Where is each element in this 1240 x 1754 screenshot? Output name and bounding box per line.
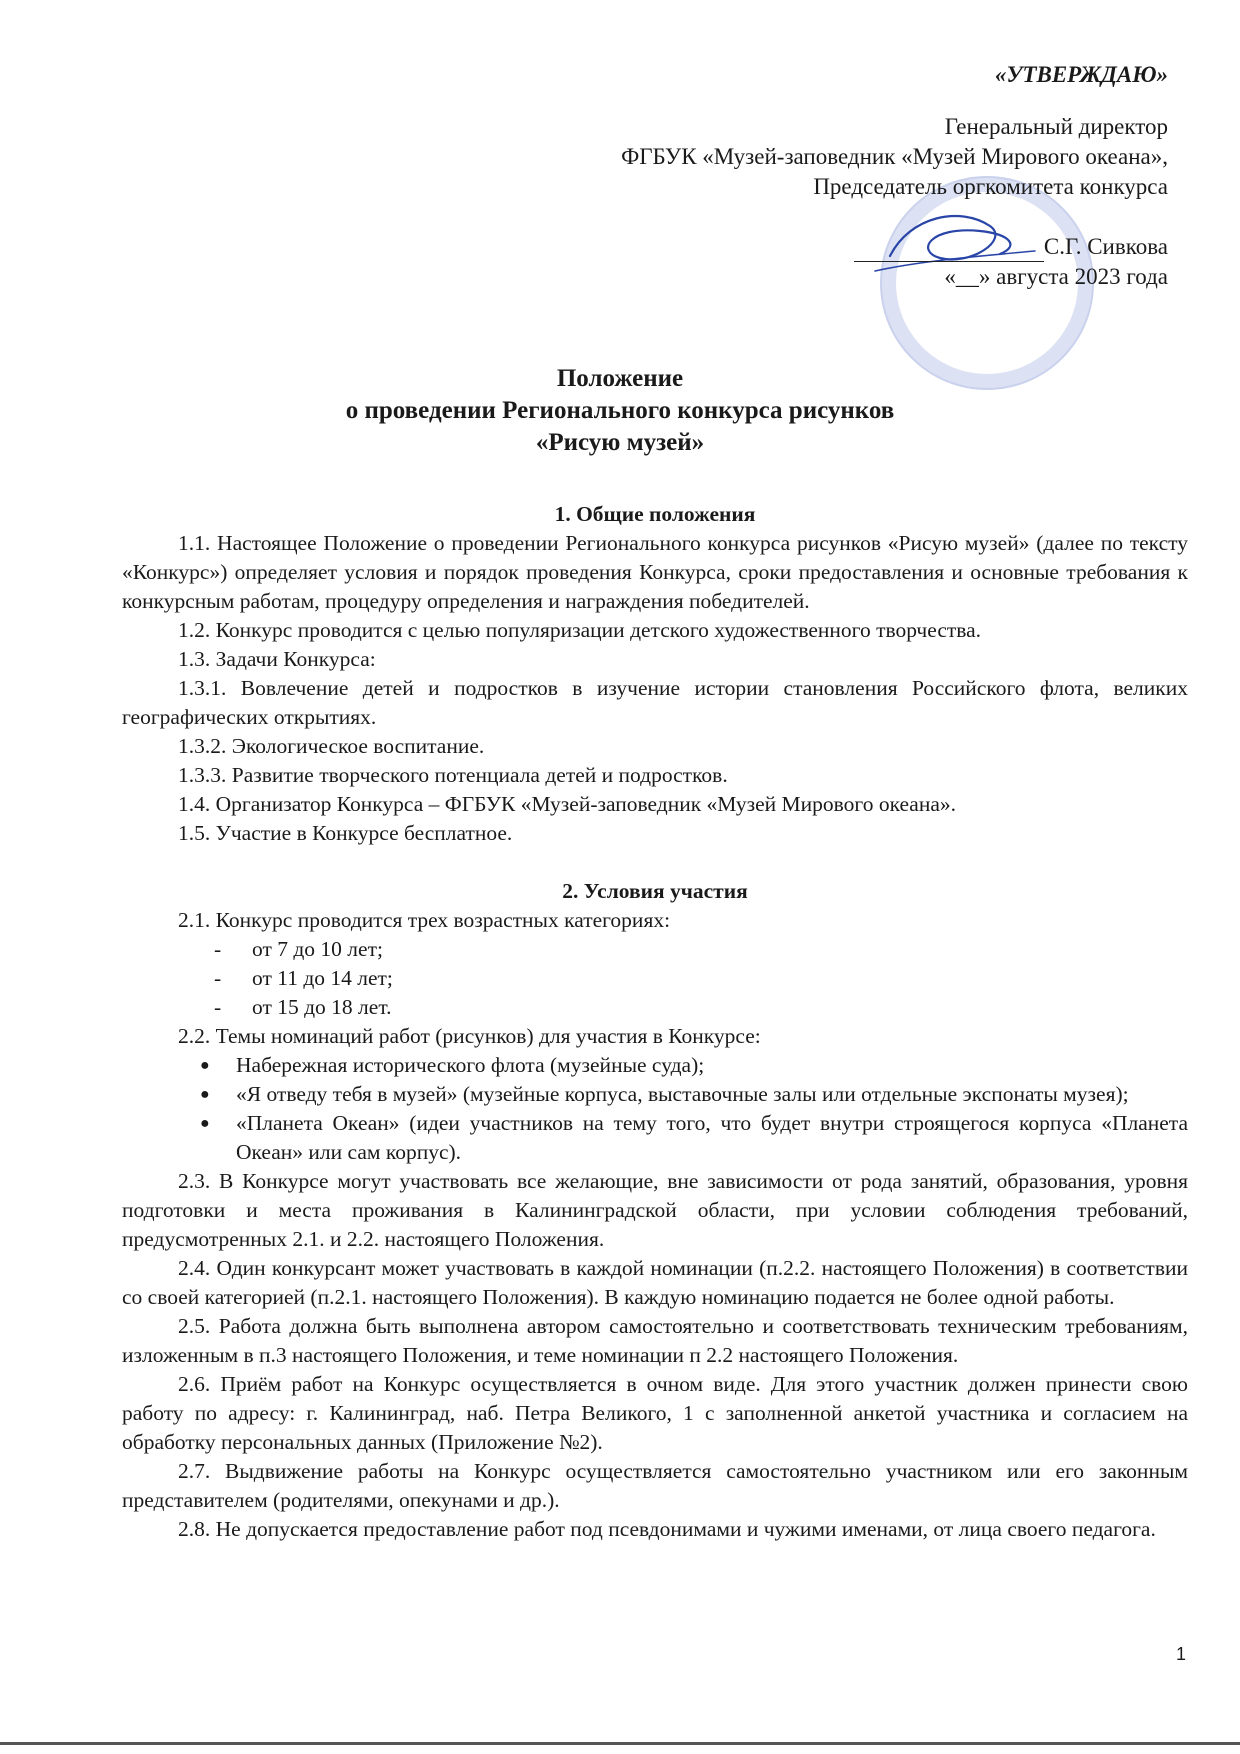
scan-edge-divider xyxy=(0,1742,1240,1745)
signature-underline xyxy=(854,239,1044,262)
document-title xyxy=(0,363,1240,459)
section-1-heading: 1. Общие положения xyxy=(554,502,756,526)
bullet-icon: ● xyxy=(200,1115,210,1132)
list-item: ● «Планета Океан» (идеи участников на тему того, что будет внутри строящегося корпуса «Планета Океан» или сам корпус). xyxy=(200,1111,1188,1164)
list-item: - от 11 до 14 лет; xyxy=(122,964,1188,993)
title-line-3: «Рисую музей» xyxy=(535,429,705,456)
paragraph-1-4: 1.4. Организатор Конкурса – ФГБУК «Музей-заповедник «Музей Мирового океана». xyxy=(178,792,957,816)
section-2-heading: 2. Условия участия xyxy=(562,879,748,903)
approval-date: «__» августа 2023 года xyxy=(944,264,1168,289)
signature-line xyxy=(408,232,1168,262)
paragraph-1-1: 1.1. Настоящее Положение о проведении Регионального конкурса рисунков «Рисую музей» (далее по тексту «Конкурс») определяет условия и порядок проведения Конкурса, сроки предоставления и основные требования к конкурсным работам, процедуру определения и награждения победителей. xyxy=(122,531,1188,613)
paragraph-2-2: 2.2. Темы номинаций работ (рисунков) для участия в Конкурсе: xyxy=(178,1024,761,1048)
approval-heading: «УТВЕРЖДАЮ» xyxy=(994,62,1168,87)
page-number: 1 xyxy=(1175,1644,1186,1664)
paragraph-1-5: 1.5. Участие в Конкурсе бесплатное. xyxy=(178,821,513,845)
bullet-icon: ● xyxy=(200,1086,210,1103)
list-item: - от 15 до 18 лет. xyxy=(122,993,1188,1022)
paragraph-1-3-2: 1.3.2. Экологическое воспитание. xyxy=(178,734,485,758)
list-item: - от 7 до 10 лет; xyxy=(122,935,1188,964)
paragraph-1-3-3: 1.3.3. Развитие творческого потенциала детей и подростков. xyxy=(178,763,728,787)
paragraph-2-4: 2.4. Один конкурсант может участвовать в каждой номинации (п.2.2. настоящего Положения) в соответствии со своей категорией (п.2.1. настоящего Положения). В каждую номинацию подается не более одной работы. xyxy=(122,1256,1188,1309)
dash-icon: - xyxy=(214,995,222,1019)
bullet-icon: ● xyxy=(200,1057,210,1074)
approval-role: Председатель оргкомитета конкурса xyxy=(813,174,1168,199)
paragraph-2-5: 2.5. Работа должна быть выполнена автором самостоятельно и соответствовать техническим требованиям, изложенным в п.3 настоящего Положения, и теме номинации п 2.2 настоящего Положения. xyxy=(122,1314,1188,1367)
title-line-1: Положение xyxy=(556,365,684,392)
paragraph-2-6: 2.6. Приём работ на Конкурс осуществляется в очном виде. Для этого участник должен принести свою работу по адресу: г. Калининград, наб. Петра Великого, 1 с заполненной анкетой участника и согласием на обработку персональных данных (Приложение №2). xyxy=(122,1372,1188,1454)
paragraph-1-3: 1.3. Задачи Конкурса: xyxy=(178,647,376,671)
dash-icon: - xyxy=(214,937,222,961)
dash-icon: - xyxy=(214,966,222,990)
approval-position: Генеральный директор xyxy=(944,114,1168,139)
theme-list xyxy=(122,1051,1188,1167)
list-item: ● «Я отведу тебя в музей» (музейные корпуса, выставочные залы или отдельные экспонаты музея); xyxy=(122,1080,1188,1109)
paragraph-2-7: 2.7. Выдвижение работы на Конкурс осуществляется самостоятельно участником или его законным представителем (родителями, опекунами и др.). xyxy=(122,1459,1188,1512)
list-item: ● Набережная исторического флота (музейные суда); xyxy=(122,1051,1188,1080)
title-line-2: о проведении Регионального конкурса рисунков xyxy=(345,397,895,424)
age-category-list xyxy=(122,935,1188,1022)
paragraph-1-2: 1.2. Конкурс проводится с целью популяризации детского художественного творчества. xyxy=(178,618,982,642)
paragraph-1-3-1: 1.3.1. Вовлечение детей и подростков в изучение истории становления Российского флота, великих географических открытиях. xyxy=(122,676,1188,729)
paragraph-2-1: 2.1. Конкурс проводится трех возрастных категориях: xyxy=(178,908,671,932)
paragraph-2-8: 2.8. Не допускается предоставление работ под псевдонимами и чужими именами, от лица своего педагога. xyxy=(178,1517,1156,1541)
approval-block xyxy=(408,60,1168,292)
signatory-name: С.Г. Сивкова xyxy=(1043,234,1168,259)
paragraph-2-3: 2.3. В Конкурсе могут участвовать все желающие, вне зависимости от рода занятий, образования, уровня подготовки и места проживания в Калининградской области, при условии соблюдения требований, предусмотренных 2.1. и 2.2. настоящего Положения. xyxy=(122,1169,1188,1251)
approval-organization: ФГБУК «Музей-заповедник «Музей Мирового океана», xyxy=(621,144,1168,169)
document-body xyxy=(122,500,1188,1544)
